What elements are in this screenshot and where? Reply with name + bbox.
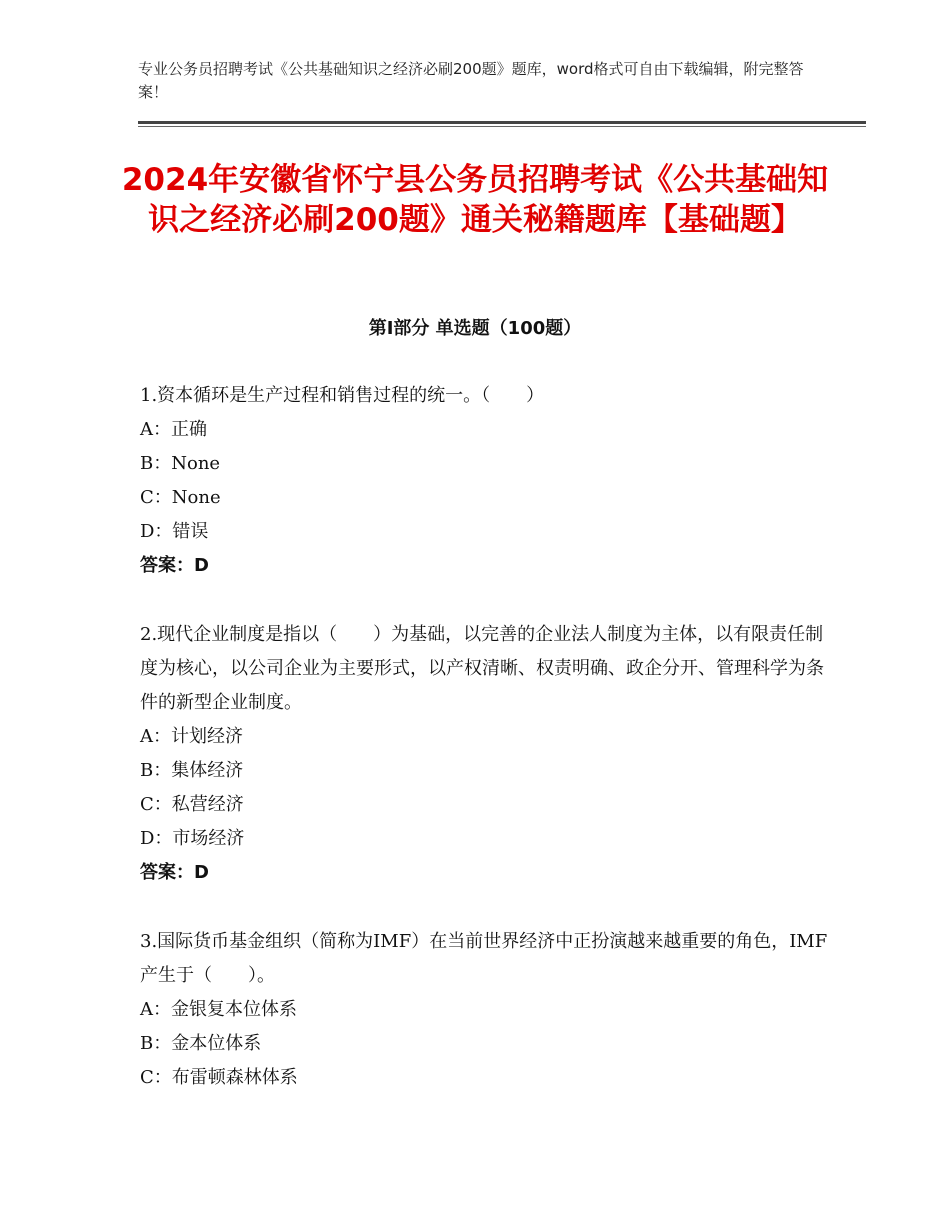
question-2 bbox=[140, 618, 830, 890]
option-b: B：金本位体系 bbox=[140, 1033, 262, 1054]
question-3 bbox=[140, 925, 830, 1095]
header-divider-thick bbox=[138, 121, 866, 124]
question-text: 2.现代企业制度是指以（ ）为基础，以完善的企业法人制度为主体，以有限责任制度为核心，以公司企业为主要形式，以产权清晰、权责明确、政企分开、管理科学为条件的新型企业制度。 bbox=[140, 624, 824, 713]
answer-line: 答案：D bbox=[140, 555, 209, 576]
option-d: D：错误 bbox=[140, 521, 209, 542]
answer-line: 答案：D bbox=[140, 862, 209, 883]
option-c: C：None bbox=[140, 487, 221, 508]
option-a: A：计划经济 bbox=[140, 726, 243, 747]
option-d: D：市场经济 bbox=[140, 828, 245, 849]
option-a: A：金银复本位体系 bbox=[140, 999, 297, 1020]
question-text: 1.资本循环是生产过程和销售过程的统一。（ ） bbox=[140, 385, 545, 406]
option-b: B：None bbox=[140, 453, 221, 474]
header-note: 专业公务员招聘考试《公共基础知识之经济必刷200题》题库，word格式可自由下载编辑，附完整答案！ bbox=[138, 60, 804, 101]
option-c: C：私营经济 bbox=[140, 794, 244, 815]
document-title: 2024年安徽省怀宁县公务员招聘考试《公共基础知识之经济必刷200题》通关秘籍题库【基础题】 bbox=[121, 162, 829, 238]
header-divider-thin bbox=[138, 126, 866, 127]
question-1 bbox=[140, 379, 830, 583]
option-a: A：正确 bbox=[140, 419, 207, 440]
section-heading: 第I部分 单选题（100题） bbox=[368, 318, 582, 339]
question-text: 3.国际货币基金组织（简称为IMF）在当前世界经济中正扮演越来越重要的角色，IMF产生于（ ）。 bbox=[140, 931, 828, 986]
option-b: B：集体经济 bbox=[140, 760, 244, 781]
option-c: C：布雷顿森林体系 bbox=[140, 1067, 298, 1088]
